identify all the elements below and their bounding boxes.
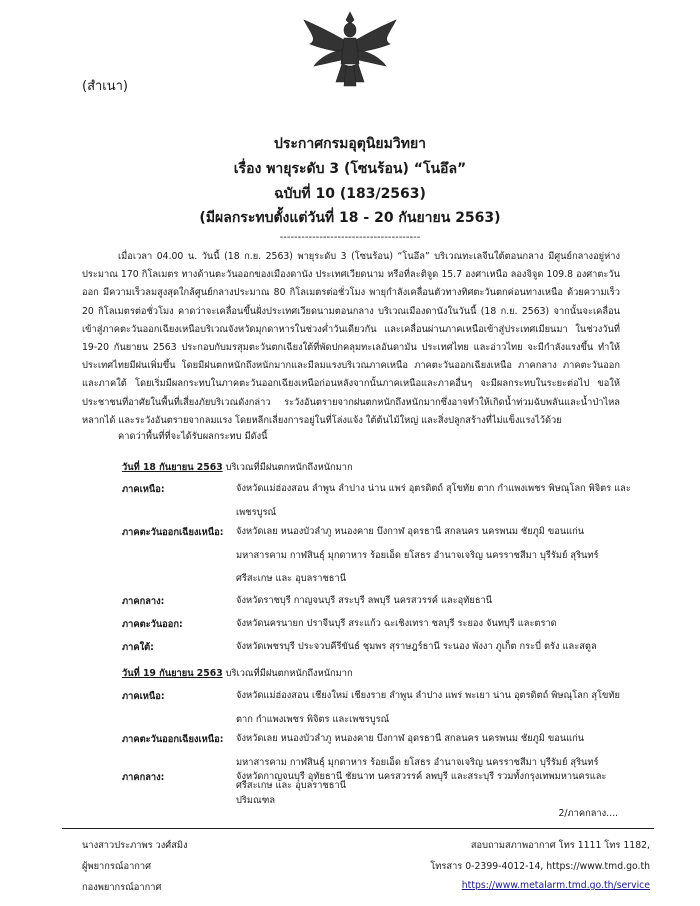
footer-division: กองพยากรณ์อากาศ	[82, 882, 162, 893]
footer-contact-fax: โทรสาร 0-2399-4012-14, https://www.tmd.go.th	[430, 861, 650, 872]
day18-region-northeast: ภาคตะวันออกเฉียงเหนือ:	[122, 527, 224, 538]
day19-region-northeast: ภาคตะวันออกเฉียงเหนือ:	[122, 734, 224, 745]
continued-marker: 2/ภาคกลาง....	[558, 808, 618, 819]
day18-provinces-east: จังหวัดนครนายก ปราจีนบุรี สระแก้ว ฉะเชิงเทรา ชลบุรี ระยอง จันทบุรี และตราด	[236, 618, 557, 629]
copy-label: (สำเนา)	[82, 79, 129, 94]
day18-desc: บริเวณที่มีฝนตกหนักถึงหนักมาก	[222, 462, 353, 473]
day18-provinces-central: จังหวัดราชบุรี กาญจนบุรี สระบุรี ลพบุรี นครสวรรค์ และอุทัยธานี	[236, 595, 493, 606]
day18-provinces-south: จังหวัดเพชรบุรี ประจวบคีรีขันธ์ ชุมพร สุราษฎร์ธานี ระนอง พังงา ภูเก็ต กระบี่ ตรัง และสตูล	[236, 641, 597, 652]
day19-heading	[122, 666, 353, 681]
day19-provinces-northeast: จังหวัดเลย หนองบัวลำภู หนองคาย บึงกาฬ อุดรธานี สกลนคร นครพนม ชัยภูมิ ขอนแก่น มหาสารคาม กาฬสินธุ์ มุกดาหาร ร้อยเอ็ด ยโสธร อำนาจเจริญ นครราชสีมา บุรีรัมย์ สุรินทร์ ศรีสะเกษ และ อุบลราชธานี	[236, 733, 599, 791]
day18-heading	[122, 460, 353, 475]
day18-region-east: ภาคตะวันออก:	[122, 619, 183, 630]
footer-contact-phone: สอบถามสภาพอากาศ โทร 1111 โทร 1182,	[470, 840, 650, 851]
day19-region-north: ภาคเหนือ:	[122, 691, 165, 702]
announcement-issue-number: ฉบับที่ 10 (183/2563)	[274, 186, 426, 202]
announcement-subject: เรื่อง พายุระดับ 3 (โซนร้อน) “โนอึล”	[233, 161, 467, 177]
garuda-emblem-icon	[290, 6, 410, 98]
day19-provinces-central: จังหวัดกาญจนบุรี อุทัยธานี ชัยนาท นครสวรรค์ ลพบุรี และสระบุรี รวมทั้งกรุงเทพมหานครและปริมณฑล	[236, 771, 607, 806]
announcement-effective-dates: (มีผลกระทบตั้งแต่วันที่ 18 - 20 กันยายน 2563)	[199, 210, 501, 226]
day18-region-north: ภาคเหนือ:	[122, 484, 165, 495]
announcement-title: ประกาศกรมอุตุนิยมวิทยา	[273, 136, 427, 152]
day18-provinces-northeast: จังหวัดเลย หนองบัวลำภู หนองคาย บึงกาฬ อุดรธานี สกลนคร นครพนม ชัยภูมิ ขอนแก่น มหาสารคาม กาฬสินธุ์ มุกดาหาร ร้อยเอ็ด ยโสธร อำนาจเจริญ นครราชสีมา บุรีรัมย์ สุรินทร์ ศรีสะเกษ และ อุบลราชธานี	[236, 526, 599, 584]
day19-date: วันที่ 19 กันยายน 2563	[122, 668, 223, 679]
day18-date: วันที่ 18 กันยายน 2563	[122, 462, 223, 473]
forecast-intro: คาดว่าพื้นที่ที่จะได้รับผลกระทบ มีดังนี้	[118, 431, 268, 442]
footer-divider	[62, 828, 654, 829]
day18-provinces-north: จังหวัดแม่ฮ่องสอน ลำพูน ลำปาง น่าน แพร่ อุตรดิตถ์ สุโขทัย ตาก กำแพงเพชร พิษณุโลก พิจิตร และเพชรบูรณ์	[236, 483, 631, 518]
footer-metalarm-link[interactable]: https://www.metalarm.tmd.go.th/service	[461, 880, 650, 891]
announcement-body: เมื่อเวลา 04.00 น. วันนี้ (18 ก.ย. 2563) พายุระดับ 3 (โซนร้อน) “โนอึล” บริเวณทะเลจีนใต้ตอนกลาง มีศูนย์กลางอยู่ห่างประมาณ 170 กิโลเมตร ทางด้านตะวันออกของเมืองดานัง ประเทศเวียดนาม หรือที่ละติจูด 15.7 องศาเหนือ ลองจิจูด 109.8 องศาตะวันออก มีความเร็วลมสูงสุดใกล้ศูนย์กลางประมาณ 80 กิโลเมตรต่อชั่วโมง พายุกำลังเคลื่อนตัวทางทิศตะวันตกค่อนทางเหนือ ด้วยความเร็ว 20 กิโลเมตรต่อชั่วโมง คาดว่าจะเคลื่อนขึ้นฝั่งประเทศเวียดนามตอนกลาง บริเวณเมืองดานังในวันนี้ (18 ก.ย. 2563) จากนั้นจะเคลื่อนเข้าสู่ภาคตะวันออกเฉียงเหนือบริเวณจังหวัดมุกดาหารในช่วงค่ำวันเดียวกัน และเคลื่อนผ่านภาคเหนือเข้าสู่ประเทศเมียนมา ในช่วงวันที่ 19-20 กันยายน 2563 ประกอบกับมรสุมตะวันตกเฉียงใต้ที่พัดปกคลุมทะเลอันดามัน ประเทศไทย และอ่าวไทย จะมีกำลังแรงขึ้น ทำให้ประเทศไทยมีฝนเพิ่มขึ้น โดยมีฝนตกหนักถึงหนักมากและมีลมแรงบริเวณภาคเหนือ ภาคตะวันออกเฉียงเหนือ ภาคกลาง ภาคตะวันออก และภาคใต้ โดยเริ่มมีผลกระทบในภาคตะวันออกเฉียงเหนือก่อนหลังจากนั้นภาคเหนือและภาคอื่นๆ จะมีผลกระทบในระยะต่อไป ขอให้ประชาชนที่อาศัยในพื้นที่เสี่ยงภัยบริเวณดังกล่าว ระวังอันตรายจากฝนตกหนักถึงหนักมากซึ่งอาจทำให้เกิดน้ำท่วมฉับพลันและน้ำป่าไหลหลากได้ และระวังอันตรายจากลมแรง โดยหลีกเลี่ยงการอยู่ในที่โล่งแจ้ง ใต้ต้นไม้ใหญ่ และสิ่งปลูกสร้างที่ไม่แข็งแรงไว้ด้วย	[82, 251, 620, 426]
day19-provinces-north: จังหวัดแม่ฮ่องสอน เชียงใหม่ เชียงราย ลำพูน ลำปาง แพร่ พะเยา น่าน อุตรดิตถ์ พิษณุโลก สุโขทัย ตาก กำแพงเพชร พิจิตร และเพชรบูรณ์	[236, 690, 620, 725]
day18-region-south: ภาคใต้:	[122, 642, 154, 653]
day19-desc: บริเวณที่มีฝนตกหนักถึงหนักมาก	[222, 668, 353, 679]
day19-region-central: ภาคกลาง:	[122, 772, 165, 783]
footer-forecaster-name: นางสาวประภาพร วงศ์สมิง	[82, 840, 188, 851]
day18-region-central: ภาคกลาง:	[122, 596, 165, 607]
header-separator: ---------------------------------------	[279, 232, 421, 243]
footer-forecaster-title: ผู้พยากรณ์อากาศ	[82, 861, 152, 872]
